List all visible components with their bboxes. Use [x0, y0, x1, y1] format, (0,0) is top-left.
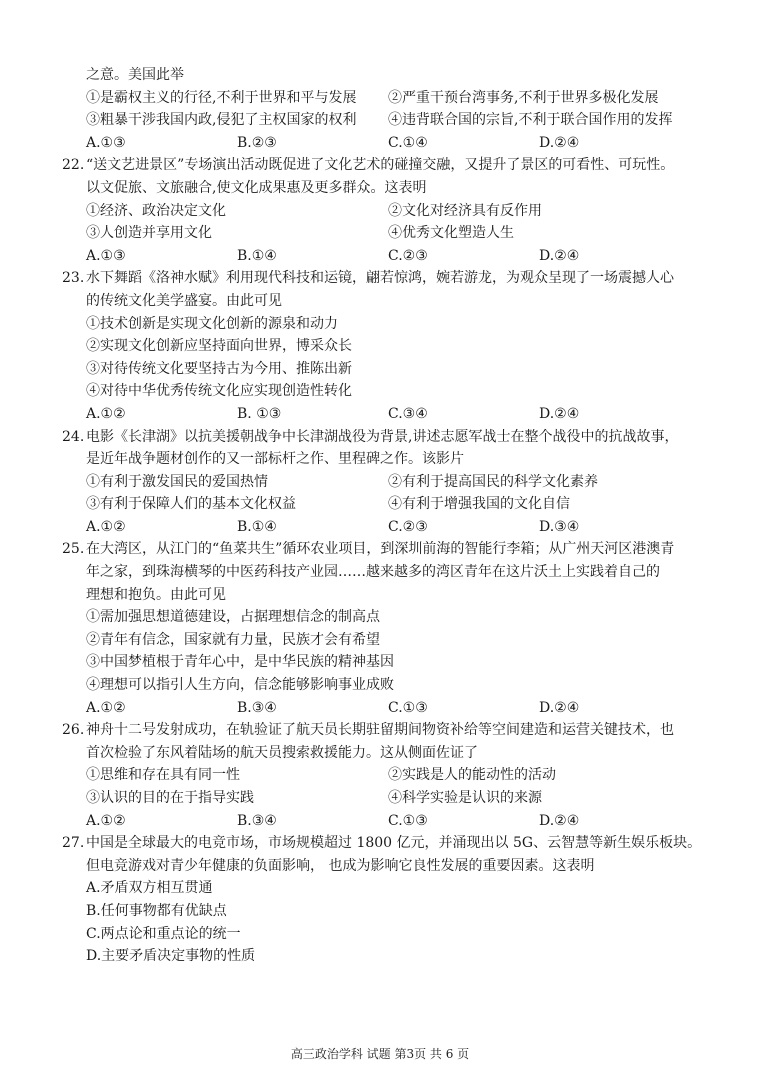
option-row: [62, 200, 712, 223]
option-2: ②有利于提高国民的科学文化素养: [388, 473, 598, 490]
option-3: ③有利于保障人们的基本文化权益: [86, 496, 296, 513]
question-22: [62, 154, 712, 267]
answer-a: A.①②: [86, 405, 126, 422]
stem-line: 年之家，到珠海横琴的中医药科技产业园……越来越多的湾区青年在这片沃土上实践着自己的: [86, 564, 660, 581]
answer-d: D.②④: [539, 134, 580, 151]
question-number: 22.: [62, 157, 85, 174]
stem-line: 在大湾区，从江门的“鱼菜共生”循环农业项目，到深圳前海的智能行李箱；从广州天河区港澳青: [86, 541, 675, 558]
option-row: [62, 222, 712, 245]
question-24: [62, 426, 712, 539]
option-row: [62, 764, 712, 787]
answer-d: D.③④: [539, 518, 580, 535]
question-27: [62, 832, 712, 968]
choice-a: A.矛盾双方相互贯通: [86, 880, 213, 897]
stem-line: 但电竞游戏对青少年健康的负面影响， 也成为影响它良性发展的重要因素。这表明: [86, 857, 595, 874]
option-1: ①有利于激发国民的爱国热情: [86, 473, 268, 490]
question-number: 27.: [62, 835, 85, 852]
option-3: ③粗暴干涉我国内政,侵犯了主权国家的权利: [86, 112, 357, 129]
option-row: [62, 787, 712, 810]
answer-a: A.①③: [86, 247, 126, 264]
stem-line: 水下舞蹈《洛神水赋》利用现代科技和运镜，翩若惊鸿，婉若游龙，为观众呈现了一场震撼人心: [86, 270, 674, 287]
question-number: 25.: [62, 541, 85, 558]
option-row: [62, 471, 712, 494]
choice-d: D.主要矛盾决定事物的性质: [86, 948, 256, 965]
answer-b: B.①④: [237, 518, 277, 535]
question-stem: [62, 538, 712, 606]
question-23: [62, 267, 712, 425]
option-row: [62, 109, 712, 132]
option-1: ①需加强思想道德建设，占据理想信念的制高点: [86, 609, 380, 626]
answer-c: C.①③: [388, 699, 428, 716]
question-26: [62, 719, 712, 832]
choice-b: B.任何事物都有优缺点: [86, 902, 227, 919]
option-2: ②实现文化创新应坚持面向世界，博采众长: [86, 338, 352, 355]
answer-a: A.①③: [86, 134, 126, 151]
stem-line: 电影《长津湖》以抗美援朝战争中长津湖战役为背景,讲述志愿军战士在整个战役中的抗战故事，: [86, 428, 679, 445]
answer-row: [62, 132, 712, 155]
stem-line: 首次检验了东风着陆场的航天员搜索救援能力。这从侧面佐证了: [86, 744, 478, 761]
option-4: ④理想可以指引人生方向，信念能够影响事业成败: [86, 677, 394, 694]
option-4: ④优秀文化塑造人生: [388, 225, 514, 242]
stem-line: 之意。美国此举: [86, 67, 184, 83]
question-number: 24.: [62, 428, 85, 445]
stem-line: 是近年战争题材创作的又一部标杆之作、里程碑之作。该影片: [86, 451, 464, 468]
stem-line: 以文促旅、文旅融合,使文化成果惠及更多群众。这表明: [86, 179, 427, 196]
option-row: [62, 493, 712, 516]
question-stem: [62, 832, 712, 877]
option-2: ②实践是人的能动性的活动: [388, 767, 556, 784]
option-1: ①经济、政治决定文化: [86, 202, 226, 219]
option-3: ③对待传统文化要坚持古为今用、推陈出新: [86, 360, 352, 377]
stem-line: 的传统文化美学盛宴。由此可见: [86, 292, 282, 309]
option-4: ④对待中华优秀传统文化应实现创造性转化: [86, 383, 352, 400]
answer-b: B. ①③: [237, 405, 282, 422]
question-stem: [62, 267, 712, 312]
answer-row: [62, 245, 712, 268]
choice-c: C.两点论和重点论的统一: [86, 925, 241, 942]
answer-b: B.③④: [237, 812, 277, 829]
answer-c: C.③④: [388, 405, 428, 422]
answer-c: C.①④: [388, 134, 428, 151]
option-4: ④科学实验是认识的来源: [388, 790, 542, 806]
answer-c: C.②③: [388, 247, 428, 264]
answer-b: B.②③: [237, 134, 277, 151]
option-3: ③认识的目的在于指导实践: [86, 790, 254, 806]
answer-a: A.①②: [86, 699, 126, 716]
answer-d: D.②④: [539, 699, 580, 716]
stem-line: “送文艺进景区”专场演出活动既促进了文化艺术的碰撞交融，又提升了景区的可看性、可玩性。: [86, 157, 675, 174]
option-1: ①技术创新是实现文化创新的源泉和动力: [86, 315, 338, 332]
page-content: [62, 64, 712, 968]
answer-d: D.②④: [539, 247, 580, 264]
question-stem: [62, 719, 712, 764]
option-4: ④有利于增强我国的文化自信: [388, 496, 570, 513]
question-21-tail: [62, 64, 712, 154]
answer-d: D.②④: [539, 405, 580, 422]
option-4: ④违背联合国的宗旨,不利于联合国作用的发挥: [388, 112, 673, 129]
option-2: ②文化对经济具有反作用: [388, 202, 542, 219]
question-stem: [62, 426, 712, 471]
answer-b: B.③④: [237, 699, 277, 716]
answer-c: C.①③: [388, 812, 428, 829]
answer-row: [62, 810, 712, 833]
answer-d: D.②④: [539, 812, 580, 829]
question-25: [62, 538, 712, 719]
question-number: 26.: [62, 722, 85, 739]
answer-b: B.①④: [237, 247, 277, 264]
answer-row: [62, 697, 712, 720]
option-row: [62, 87, 712, 110]
stem-line: 理想和抱负。由此可见: [86, 586, 226, 603]
question-stem: [62, 154, 712, 199]
answer-a: A.①②: [86, 518, 126, 535]
stem-line: 中国是全球最大的电竞市场，市场规模超过 1800 亿元，并涌现出以 5G、云智慧等新生娱乐板块。: [86, 835, 702, 852]
option-1: ①是霸权主义的行径,不利于世界和平与发展: [86, 89, 357, 106]
option-2: ②青年有信念，国家就有力量，民族才会有希望: [86, 631, 380, 648]
answer-row: [62, 403, 712, 426]
question-number: 23.: [62, 270, 85, 287]
answer-row: [62, 516, 712, 539]
answer-c: C.②③: [388, 518, 428, 535]
option-3: ③中国梦植根于青年心中，是中华民族的精神基因: [86, 654, 394, 671]
page-footer: 高三政治学科 试题 第3页 共 6 页: [290, 1047, 470, 1061]
stem-line: 神舟十二号发射成功，在轨验证了航天员长期驻留期间物资补给等空间建造和运营关键技术，也: [86, 722, 674, 739]
answer-a: A.①②: [86, 812, 126, 829]
option-2: ②严重干预台湾事务,不利于世界多极化发展: [388, 89, 659, 106]
option-3: ③人创造并享用文化: [86, 225, 212, 242]
option-1: ①思维和存在具有同一性: [86, 767, 240, 784]
